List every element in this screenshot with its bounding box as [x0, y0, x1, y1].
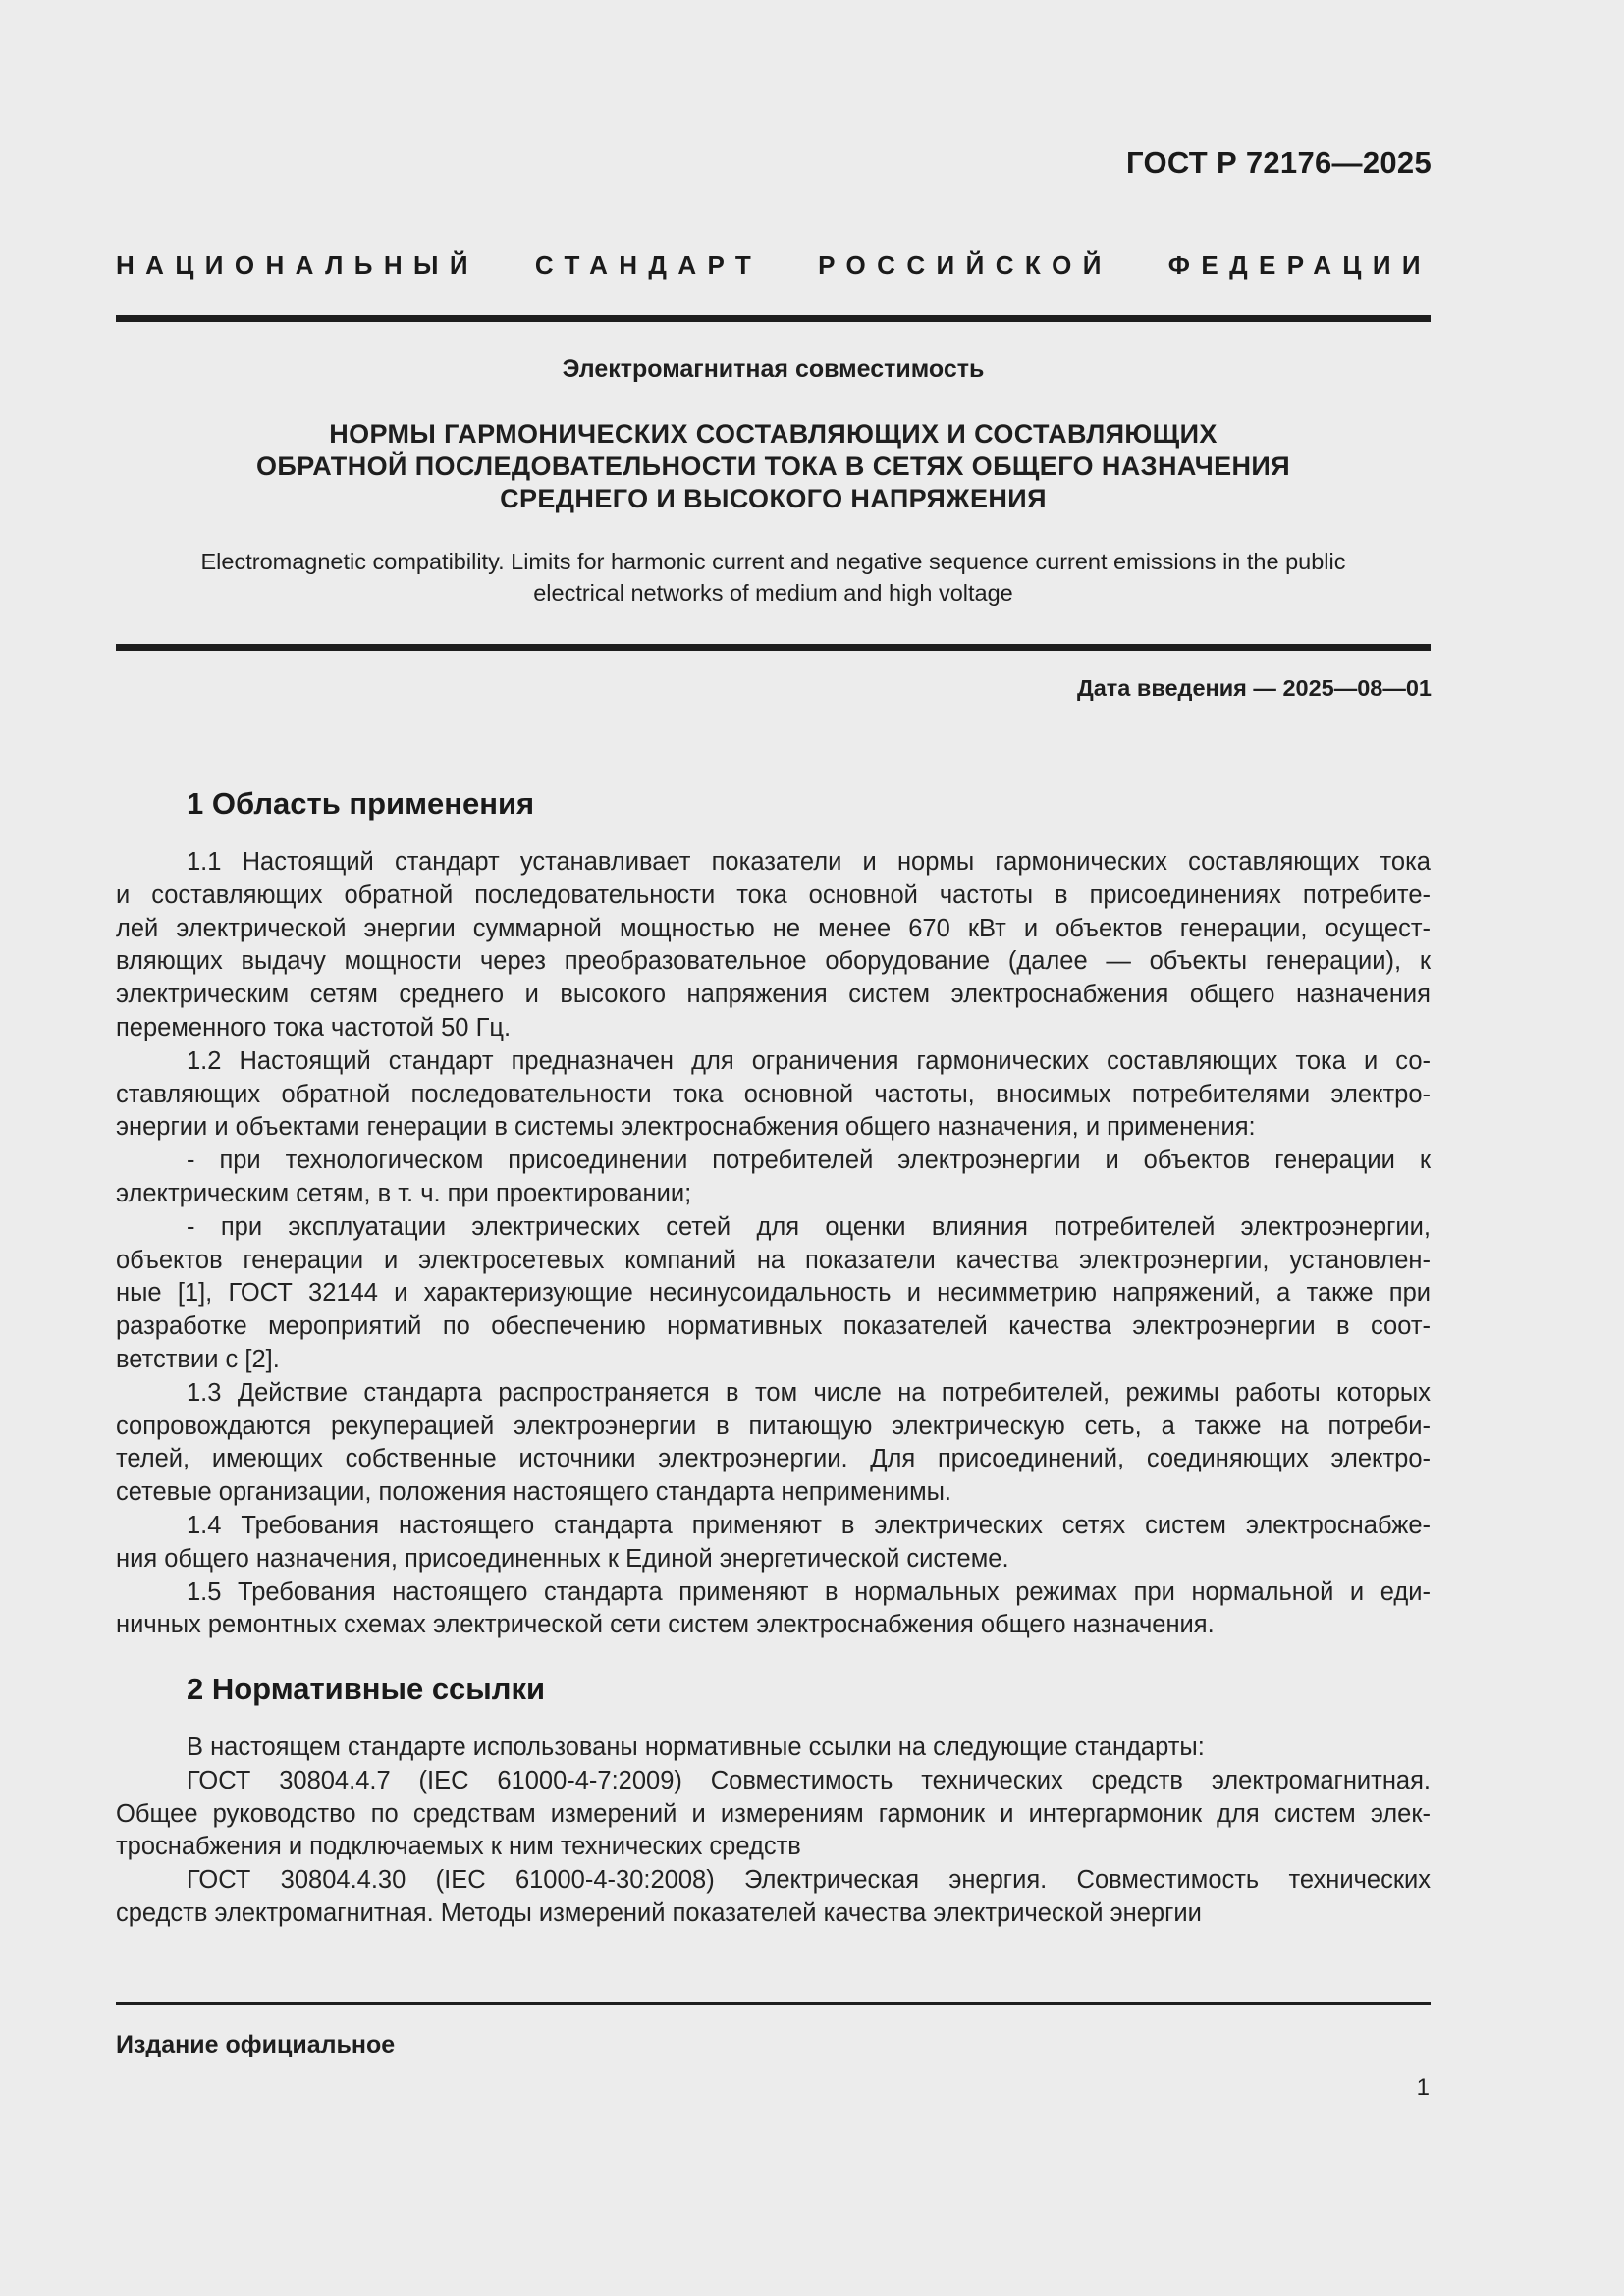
text-line: разработке мероприятий по обеспечению нормативных показателей качества электроэнергии в соот- [116, 1312, 1431, 1341]
english-title-line: Electromagnetic compatibility. Limits for harmonic current and negative sequence current emissions in the public [200, 549, 1346, 574]
text-line: сопровождаются рекуперацией электроэнергии в питающую электрическую сеть, а также на потреби- [116, 1412, 1431, 1440]
section-1-heading: 1 Область применения [187, 786, 535, 821]
text-line: 1.2 Настоящий стандарт предназначен для ограничения гармонических составляющих тока и со- [187, 1046, 1431, 1075]
text-line: электрическим сетям, в т. ч. при проектировании; [116, 1179, 692, 1207]
introduction-date: Дата введения — 2025—08—01 [1076, 675, 1432, 701]
text-line: 1.1 Настоящий стандарт устанавливает показатели и нормы гармонических составляющих тока [187, 848, 1431, 876]
text-line: энергии и объектами генерации в системы электроснабжения общего назначения, и применения: [116, 1113, 1256, 1142]
text-line: и составляющих обратной последовательности тока основной частоты в присоединениях потребите- [116, 881, 1431, 909]
text-line: - при эксплуатации электрических сетей для оценки влияния потребителей электроэнергии, [187, 1212, 1431, 1241]
text-line: сетевые организации, положения настоящего стандарта неприменимы. [116, 1478, 952, 1507]
title-line: ОБРАТНОЙ ПОСЛЕДОВАТЕЛЬНОСТИ ТОКА В СЕТЯХ ОБЩЕГО НАЗНАЧЕНИЯ [256, 452, 1290, 481]
section-2-body [116, 1732, 1431, 1931]
text-line: 1.4 Требования настоящего стандарта применяют в электрических сетях систем электроснабже- [187, 1511, 1431, 1539]
english-title-line: electrical networks of medium and high voltage [533, 580, 1013, 606]
text-line: ные [1], ГОСТ 32144 и характеризующие несинусоидальность и несимметрию напряжений, а также при [116, 1279, 1431, 1308]
text-line: Общее руководство по средствам измерений и измерениям гармоник и интергармоник для систем элек- [116, 1799, 1431, 1828]
text-line: В настоящем стандарте использованы нормативные ссылки на следующие стандарты: [187, 1734, 1205, 1761]
text-line: электрическим сетям среднего и высокого напряжения систем электроснабжения общего назначения [116, 981, 1431, 1009]
official-edition-label: Издание официальное [116, 2031, 396, 2058]
text-line: объектов генерации и электросетевых компаний на показатели качества электроэнергии, установлен- [116, 1246, 1431, 1274]
section-2-heading: 2 Нормативные ссылки [187, 1672, 546, 1706]
text-line: ния общего назначения, присоединенных к Единой энергетической системе. [116, 1544, 1009, 1573]
english-title [116, 546, 1431, 609]
page-number: 1 [1416, 2074, 1430, 2101]
title-line: СРЕДНЕГО И ВЫСОКОГО НАПРЯЖЕНИЯ [500, 484, 1047, 513]
text-line: 1.3 Действие стандарта распространяется в том числе на потребителей, режимы работы которых [187, 1378, 1431, 1407]
text-line: ничных ремонтных схемах электрической сети систем электроснабжения общего назначения. [116, 1611, 1215, 1639]
text-line: лей электрической энергии суммарной мощностью не менее 670 кВт и объектов генерации, осущест- [116, 914, 1431, 942]
document-title [116, 418, 1431, 515]
title-line: НОРМЫ ГАРМОНИЧЕСКИХ СОСТАВЛЯЮЩИХ И СОСТАВЛЯЮЩИХ [329, 419, 1218, 449]
section-1-body [116, 846, 1431, 1642]
text-line: ГОСТ 30804.4.30 (IEC 61000-4-30:2008) Электрическая энергия. Совместимость технических [187, 1866, 1431, 1895]
title-rule [116, 644, 1431, 651]
text-line: телей, имеющих собственные источники электроэнергии. Для присоединений, соединяющих электро- [116, 1445, 1431, 1473]
text-line: троснабжения и подключаемых к ним технических средств [116, 1833, 801, 1861]
footer-rule [116, 2002, 1431, 2005]
text-line: переменного тока частотой 50 Гц. [116, 1013, 512, 1041]
header-rule [116, 315, 1431, 322]
text-line: ветствии с [2]. [116, 1345, 280, 1373]
text-line: вляющих выдачу мощности через преобразовательное оборудование (далее — объекты генерации), к [116, 947, 1431, 976]
national-standard-banner: НАЦИОНАЛЬНЫЙ СТАНДАРТ РОССИЙСКОЙ ФЕДЕРАЦИИ [116, 250, 1432, 280]
text-line: ГОСТ 30804.4.7 (IEC 61000-4-7:2009) Совместимость технических средств электромагнитная. [187, 1766, 1431, 1794]
subject-heading: Электромагнитная совместимость [562, 355, 985, 383]
standard-code: ГОСТ Р 72176—2025 [1126, 145, 1432, 180]
text-line: 1.5 Требования настоящего стандарта применяют в нормальных режимах при нормальной и еди- [187, 1577, 1431, 1606]
text-line: - при технологическом присоединении потребителей электроэнергии и объектов генерации к [187, 1147, 1431, 1175]
text-line: ставляющих обратной последовательности тока основной частоты, вносимых потребителями электро- [116, 1080, 1431, 1108]
text-line: средств электромагнитная. Методы измерений показателей качества электрической энергии [116, 1898, 1202, 1927]
